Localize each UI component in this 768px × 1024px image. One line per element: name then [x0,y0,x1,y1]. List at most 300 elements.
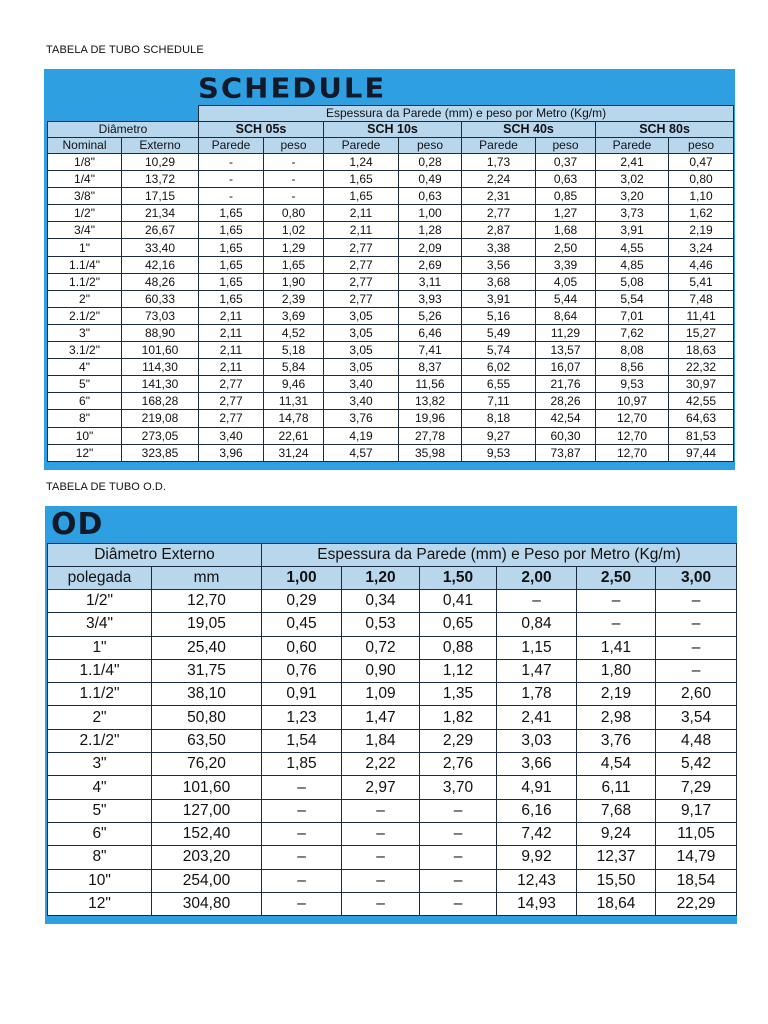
value-cell: 0,85 [536,188,596,205]
value-cell: 0,90 [342,659,420,682]
od-diametro-externo-header: Diâmetro Externo [48,544,262,567]
value-cell: 3,05 [324,342,399,359]
value-cell: 3,40 [324,393,399,410]
value-cell: 13,57 [536,342,596,359]
od-thickness-header: 3,00 [656,567,737,590]
schedule-sub-header: peso [264,138,324,154]
pipe-size-cell: 3" [48,324,122,341]
outer-diameter-cell: 101,60 [152,776,262,799]
value-cell: 5,74 [462,342,536,359]
value-cell: - [264,171,324,188]
schedule-caption: TABELA DE TUBO SCHEDULE [46,44,204,56]
value-cell: 2,41 [596,154,669,171]
value-cell: 8,37 [399,359,462,376]
schedule-group-header: SCH 10s [324,122,462,138]
od-thickness-header: 2,00 [497,567,577,590]
value-cell: 3,54 [656,706,737,729]
outer-diameter-cell: 88,90 [122,324,199,341]
value-cell: 73,87 [536,444,596,461]
value-cell: – [342,892,420,915]
value-cell: 3,20 [596,188,669,205]
value-cell: 11,05 [656,822,737,845]
value-cell: – [262,892,342,915]
value-cell: 0,28 [399,154,462,171]
od-row [48,846,737,869]
outer-diameter-cell: 127,00 [152,799,262,822]
pipe-size-cell: 3" [48,753,152,776]
pipe-size-cell: 8" [48,846,152,869]
pipe-size-cell: 3.1/2" [48,342,122,359]
pipe-size-cell: 1" [48,636,152,659]
value-cell: 2,77 [199,393,264,410]
value-cell: – [577,590,656,613]
od-banner-title: OD [51,507,104,542]
value-cell: – [342,869,420,892]
od-thickness-header: 1,50 [420,567,497,590]
value-cell: 5,44 [536,290,596,307]
value-cell: 0,72 [342,636,420,659]
schedule-group-header: SCH 40s [462,122,596,138]
outer-diameter-cell: 10,29 [122,154,199,171]
od-table [47,543,737,916]
value-cell: 27,78 [399,427,462,444]
schedule-nominal-header: Nominal [48,138,122,154]
value-cell: 81,53 [669,427,734,444]
value-cell: 1,85 [262,753,342,776]
schedule-row [48,359,734,376]
pipe-size-cell: 5" [48,376,122,393]
value-cell: 3,76 [324,410,399,427]
value-cell: 2,77 [462,205,536,222]
value-cell: 1,27 [536,205,596,222]
pipe-size-cell: 2.1/2" [48,729,152,752]
value-cell: 64,63 [669,410,734,427]
pipe-size-cell: 12" [48,892,152,915]
od-row [48,706,737,729]
value-cell: 15,50 [577,869,656,892]
value-cell: 1,10 [669,188,734,205]
value-cell: 6,55 [462,376,536,393]
value-cell: 0,34 [342,590,420,613]
value-cell: 18,54 [656,869,737,892]
value-cell: 1,80 [577,659,656,682]
schedule-row [48,205,734,222]
value-cell: 16,07 [536,359,596,376]
value-cell: 0,63 [399,188,462,205]
value-cell: - [264,188,324,205]
value-cell: 3,68 [462,273,536,290]
od-row [48,822,737,845]
value-cell: 11,31 [264,393,324,410]
value-cell: 3,93 [399,290,462,307]
outer-diameter-cell: 38,10 [152,683,262,706]
value-cell: 5,26 [399,307,462,324]
pipe-size-cell: 2" [48,290,122,307]
outer-diameter-cell: 13,72 [122,171,199,188]
value-cell: 4,85 [596,256,669,273]
value-cell: 1,90 [264,273,324,290]
value-cell: 2,09 [399,239,462,256]
value-cell: 0,29 [262,590,342,613]
pipe-size-cell: 1.1/2" [48,273,122,290]
value-cell: 12,70 [596,444,669,461]
value-cell: – [342,822,420,845]
schedule-row [48,376,734,393]
value-cell: 2,69 [399,256,462,273]
value-cell: 22,32 [669,359,734,376]
value-cell: 4,52 [264,324,324,341]
value-cell: - [199,171,264,188]
value-cell: 2,11 [199,342,264,359]
value-cell: 0,45 [262,613,342,636]
value-cell: 5,42 [656,753,737,776]
value-cell: 4,55 [596,239,669,256]
value-cell: 3,96 [199,444,264,461]
schedule-sub-header: peso [536,138,596,154]
schedule-banner [198,71,735,105]
pipe-size-cell: 6" [48,822,152,845]
outer-diameter-cell: 17,15 [122,188,199,205]
od-row [48,729,737,752]
value-cell: 1,65 [199,205,264,222]
value-cell: 18,63 [669,342,734,359]
outer-diameter-cell: 33,40 [122,239,199,256]
value-cell: 2,22 [342,753,420,776]
value-cell: 9,92 [497,846,577,869]
outer-diameter-cell: 12,70 [152,590,262,613]
value-cell: 6,16 [497,799,577,822]
value-cell: 9,53 [596,376,669,393]
value-cell: 28,26 [536,393,596,410]
value-cell: 0,53 [342,613,420,636]
value-cell: 1,54 [262,729,342,752]
value-cell: – [342,846,420,869]
pipe-size-cell: 1/8" [48,154,122,171]
value-cell: 3,38 [462,239,536,256]
schedule-corner [48,106,199,122]
od-thickness-header: 2,50 [577,567,656,590]
value-cell: 0,88 [420,636,497,659]
value-cell: 1,84 [342,729,420,752]
value-cell: 8,56 [596,359,669,376]
value-cell: – [262,846,342,869]
schedule-row [48,324,734,341]
schedule-sub-header: peso [669,138,734,154]
value-cell: 6,11 [577,776,656,799]
outer-diameter-cell: 19,05 [152,613,262,636]
value-cell: 0,91 [262,683,342,706]
value-cell: – [420,799,497,822]
value-cell: 2,11 [324,222,399,239]
value-cell: 1,02 [264,222,324,239]
outer-diameter-cell: 63,50 [152,729,262,752]
value-cell: 0,63 [536,171,596,188]
pipe-size-cell: 3/8" [48,188,122,205]
value-cell: 30,97 [669,376,734,393]
value-cell: 10,97 [596,393,669,410]
value-cell: 0,80 [264,205,324,222]
outer-diameter-cell: 26,67 [122,222,199,239]
value-cell: 2,87 [462,222,536,239]
value-cell: 2,77 [199,410,264,427]
value-cell: 3,02 [596,171,669,188]
od-row [48,799,737,822]
value-cell: 22,61 [264,427,324,444]
outer-diameter-cell: 42,16 [122,256,199,273]
value-cell: 8,08 [596,342,669,359]
value-cell: 3,70 [420,776,497,799]
value-cell: 3,05 [324,324,399,341]
value-cell: 1,65 [199,222,264,239]
pipe-size-cell: 1.1/2" [48,683,152,706]
value-cell: 7,48 [669,290,734,307]
schedule-row [48,188,734,205]
value-cell: 2,76 [420,753,497,776]
value-cell: 3,05 [324,307,399,324]
pipe-size-cell: 5" [48,799,152,822]
value-cell: 1,47 [342,706,420,729]
value-cell: 2,60 [656,683,737,706]
outer-diameter-cell: 50,80 [152,706,262,729]
outer-diameter-cell: 203,20 [152,846,262,869]
value-cell: 9,46 [264,376,324,393]
value-cell: 5,41 [669,273,734,290]
value-cell: 8,18 [462,410,536,427]
schedule-banner-title: SCHEDULE [198,71,387,105]
od-row [48,776,737,799]
pipe-size-cell: 2.1/2" [48,307,122,324]
outer-diameter-cell: 141,30 [122,376,199,393]
od-row [48,753,737,776]
value-cell: 7,41 [399,342,462,359]
value-cell: 4,46 [669,256,734,273]
schedule-table [47,105,734,462]
value-cell: 1,41 [577,636,656,659]
value-cell: 0,84 [497,613,577,636]
value-cell: 1,12 [420,659,497,682]
value-cell: 1,65 [324,188,399,205]
value-cell: 1,29 [264,239,324,256]
value-cell: 3,05 [324,359,399,376]
value-cell: 60,30 [536,427,596,444]
value-cell: 11,41 [669,307,734,324]
outer-diameter-cell: 114,30 [122,359,199,376]
value-cell: 1,73 [462,154,536,171]
outer-diameter-cell: 76,20 [152,753,262,776]
outer-diameter-cell: 101,60 [122,342,199,359]
value-cell: 9,17 [656,799,737,822]
value-cell: 4,19 [324,427,399,444]
schedule-row [48,256,734,273]
value-cell: – [420,869,497,892]
value-cell: 7,01 [596,307,669,324]
value-cell: 13,82 [399,393,462,410]
value-cell: 5,84 [264,359,324,376]
value-cell: 4,91 [497,776,577,799]
value-cell: 1,78 [497,683,577,706]
od-row [48,659,737,682]
value-cell: – [497,590,577,613]
value-cell: 5,08 [596,273,669,290]
pipe-size-cell: 4" [48,359,122,376]
value-cell: 1,15 [497,636,577,659]
value-cell: 1,65 [199,273,264,290]
value-cell: – [656,590,737,613]
value-cell: 7,42 [497,822,577,845]
value-cell: – [420,892,497,915]
value-cell: - [199,154,264,171]
value-cell: 3,66 [497,753,577,776]
value-cell: 1,47 [497,659,577,682]
value-cell: 8,64 [536,307,596,324]
schedule-sub-header: Parede [462,138,536,154]
outer-diameter-cell: 152,40 [152,822,262,845]
outer-diameter-cell: 168,28 [122,393,199,410]
value-cell: 4,48 [656,729,737,752]
pipe-size-cell: 1/4" [48,171,122,188]
od-subtitle: Espessura da Parede (mm) e Peso por Metro (Kg/m) [262,544,737,567]
value-cell: 9,53 [462,444,536,461]
value-cell: 15,27 [669,324,734,341]
value-cell: 2,11 [199,359,264,376]
value-cell: 0,76 [262,659,342,682]
value-cell: 7,62 [596,324,669,341]
value-cell: 3,40 [324,376,399,393]
value-cell: 22,29 [656,892,737,915]
od-table-panel [45,506,737,924]
value-cell: 2,77 [199,376,264,393]
value-cell: 12,70 [596,410,669,427]
value-cell: 7,11 [462,393,536,410]
value-cell: 35,98 [399,444,462,461]
value-cell: 6,46 [399,324,462,341]
value-cell: 0,49 [399,171,462,188]
schedule-row [48,393,734,410]
schedule-table-panel [44,69,735,470]
value-cell: 2,41 [497,706,577,729]
value-cell: 1,82 [420,706,497,729]
value-cell: 18,64 [577,892,656,915]
value-cell: 0,80 [669,171,734,188]
value-cell: 7,29 [656,776,737,799]
pipe-size-cell: 3/4" [48,613,152,636]
value-cell: 19,96 [399,410,462,427]
pipe-size-cell: 2" [48,706,152,729]
schedule-row [48,307,734,324]
value-cell: – [656,636,737,659]
value-cell: – [420,846,497,869]
value-cell: – [262,869,342,892]
value-cell: 97,44 [669,444,734,461]
od-row [48,636,737,659]
outer-diameter-cell: 21,34 [122,205,199,222]
value-cell: 3,91 [596,222,669,239]
value-cell: 3,76 [577,729,656,752]
value-cell: 1,65 [199,290,264,307]
value-cell: 3,24 [669,239,734,256]
value-cell: – [262,822,342,845]
value-cell: 12,43 [497,869,577,892]
outer-diameter-cell: 304,80 [152,892,262,915]
schedule-sub-header: Parede [596,138,669,154]
schedule-row [48,171,734,188]
value-cell: 9,27 [462,427,536,444]
value-cell: 14,79 [656,846,737,869]
value-cell: – [262,776,342,799]
od-polegada-header: polegada [48,567,152,590]
schedule-subtitle: Espessura da Parede (mm) e peso por Metro (Kg/m) [199,106,734,122]
pipe-size-cell: 8" [48,410,122,427]
pipe-size-cell: 12" [48,444,122,461]
value-cell: 2,77 [324,273,399,290]
value-cell: 2,19 [669,222,734,239]
schedule-sub-header: Parede [324,138,399,154]
value-cell: 6,02 [462,359,536,376]
od-mm-header: mm [152,567,262,590]
value-cell: 2,24 [462,171,536,188]
value-cell: 2,77 [324,256,399,273]
outer-diameter-cell: 254,00 [152,869,262,892]
outer-diameter-cell: 25,40 [152,636,262,659]
value-cell: 1,35 [420,683,497,706]
value-cell: 2,77 [324,290,399,307]
value-cell: 2,50 [536,239,596,256]
value-cell: 11,56 [399,376,462,393]
value-cell: 0,60 [262,636,342,659]
od-caption: TABELA DE TUBO O.D. [46,481,167,493]
value-cell: 2,11 [199,307,264,324]
value-cell: 4,05 [536,273,596,290]
value-cell: 2,29 [420,729,497,752]
value-cell: 3,69 [264,307,324,324]
value-cell: 42,54 [536,410,596,427]
value-cell: 0,65 [420,613,497,636]
outer-diameter-cell: 273,05 [122,427,199,444]
pipe-size-cell: 1/2" [48,205,122,222]
value-cell: 1,65 [264,256,324,273]
outer-diameter-cell: 73,03 [122,307,199,324]
value-cell: 3,56 [462,256,536,273]
value-cell: 0,37 [536,154,596,171]
value-cell: 1,65 [199,256,264,273]
value-cell: 2,31 [462,188,536,205]
pipe-size-cell: 4" [48,776,152,799]
value-cell: 2,98 [577,706,656,729]
value-cell: 12,70 [596,427,669,444]
schedule-row [48,222,734,239]
pipe-size-cell: 10" [48,869,152,892]
schedule-row [48,444,734,461]
pipe-size-cell: 1/2" [48,590,152,613]
value-cell: 7,68 [577,799,656,822]
schedule-sub-header: peso [399,138,462,154]
schedule-diametro-header: Diâmetro [48,122,199,138]
value-cell: 3,40 [199,427,264,444]
value-cell: 3,11 [399,273,462,290]
value-cell: – [577,613,656,636]
outer-diameter-cell: 48,26 [122,273,199,290]
value-cell: 2,97 [342,776,420,799]
outer-diameter-cell: 31,75 [152,659,262,682]
value-cell: 31,24 [264,444,324,461]
value-cell: - [199,188,264,205]
schedule-row [48,342,734,359]
value-cell: 0,47 [669,154,734,171]
value-cell: 9,24 [577,822,656,845]
value-cell: – [420,822,497,845]
value-cell: 2,77 [324,239,399,256]
pipe-size-cell: 6" [48,393,122,410]
